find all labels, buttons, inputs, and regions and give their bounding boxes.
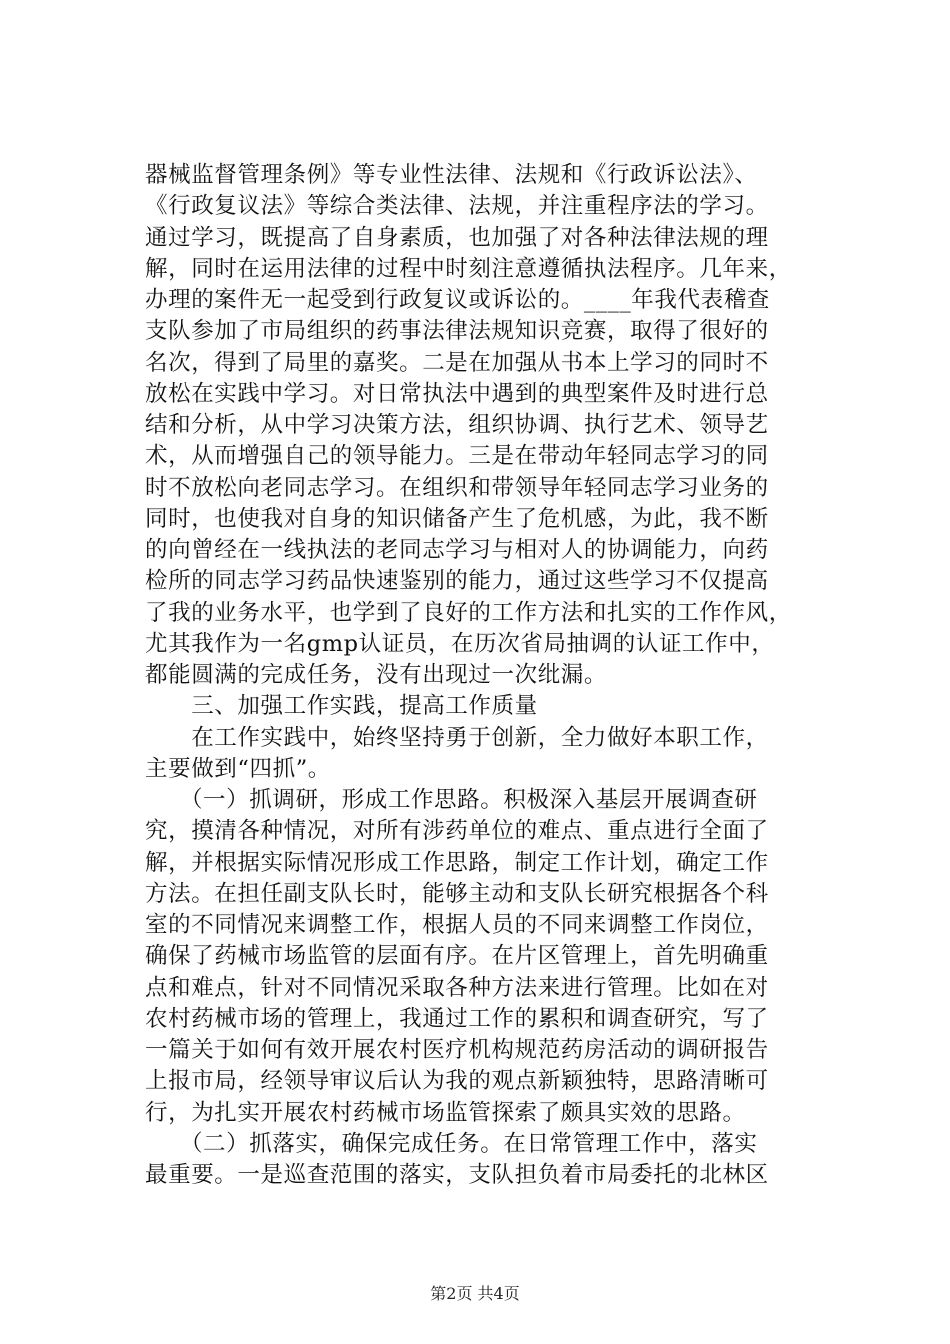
text-line: 上报市局，经领导审议后认为我的观点新颖独特，思路清晰可 bbox=[145, 1068, 769, 1095]
text-line: 解，同时在运用法律的过程中时刻注意遵循执法程序。几年来， bbox=[145, 255, 792, 282]
body-text bbox=[145, 160, 825, 1191]
text-line: 行，为扎实开展农村药械市场监管探索了颇具实效的思路。 bbox=[145, 1099, 746, 1126]
text-line: 确保了药械市场监管的层面有序。在片区管理上，首先明确重 bbox=[145, 943, 769, 970]
page-number: 第2页 共4页 bbox=[430, 1284, 520, 1303]
text-line: 的向曾经在一线执法的老同志学习与相对人的协调能力，向药 bbox=[145, 537, 769, 563]
text-line: 《行政复议法》等综合类法律、法规，并注重程序法的学习。 bbox=[145, 193, 769, 220]
text-line: 支队参加了市局组织的药事法律法规知识竞赛，取得了很好的 bbox=[145, 318, 769, 345]
text-line: 尤其我作为一名gmp认证员，在历次省局抽调的认证工作中， bbox=[145, 630, 775, 657]
text-line: 方法。在担任副支队长时，能够主动和支队长研究根据各个科 bbox=[145, 880, 769, 907]
text-line: 时不放松向老同志学习。在组织和带领导年轻同志学习业务的 bbox=[145, 474, 769, 501]
text-line: 在工作实践中，始终坚持勇于创新，全力做好本职工作， bbox=[145, 724, 769, 751]
text-line: 究，摸清各种情况，对所有涉药单位的难点、重点进行全面了 bbox=[145, 818, 769, 845]
text-line: 办理的案件无一起受到行政复议或诉讼的。____年我代表稽查 bbox=[145, 287, 770, 313]
text-line: 术，从而增强自己的领导能力。三是在带动年轻同志学习的同 bbox=[145, 443, 769, 470]
text-line: 通过学习，既提高了自身素质，也加强了对各种法律法规的理 bbox=[145, 224, 769, 251]
text-line: 都能圆满的完成任务，没有出现过一次纰漏。 bbox=[145, 662, 608, 688]
text-line: 器械监督管理条例》等专业性法律、法规和《行政诉讼法》、 bbox=[145, 162, 758, 188]
text-line: （一）抓调研，形成工作思路。积极深入基层开展调查研 bbox=[145, 787, 758, 813]
text-line: 室的不同情况来调整工作，根据人员的不同来调整工作岗位， bbox=[145, 912, 769, 938]
text-line: 主要做到“四抓”。 bbox=[145, 755, 331, 782]
text-line: 最重要。一是巡查范围的落实，支队担负着市局委托的北林区 bbox=[145, 1162, 769, 1188]
text-line: （二）抓落实，确保完成任务。在日常管理工作中，落实 bbox=[145, 1130, 758, 1157]
text-line: 了我的业务水平，也学到了良好的工作方法和扎实的工作作风， bbox=[145, 599, 792, 626]
text-line: 同时，也使我对自身的知识储备产生了危机感，为此，我不断 bbox=[145, 505, 769, 532]
text-line: 一篇关于如何有效开展农村医疗机构规范药房活动的调研报告 bbox=[145, 1037, 769, 1063]
section-heading: 三、加强工作实践，提高工作质量 bbox=[145, 693, 538, 720]
text-line: 农村药械市场的管理上，我通过工作的累积和调查研究，写了 bbox=[145, 1005, 769, 1032]
text-line: 解，并根据实际情况形成工作思路，制定工作计划，确定工作 bbox=[145, 849, 769, 876]
text-line: 检所的同志学习药品快速鉴别的能力，通过这些学习不仅提高 bbox=[145, 568, 769, 595]
text-line: 放松在实践中学习。对日常执法中遇到的典型案件及时进行总 bbox=[145, 380, 769, 407]
text-line: 结和分析，从中学习决策方法，组织协调、执行艺术、领导艺 bbox=[145, 412, 769, 438]
text-line: 点和难点，针对不同情况采取各种方法来进行管理。比如在对 bbox=[145, 974, 769, 1001]
text-line: 名次，得到了局里的嘉奖。二是在加强从书本上学习的同时不 bbox=[145, 349, 769, 376]
